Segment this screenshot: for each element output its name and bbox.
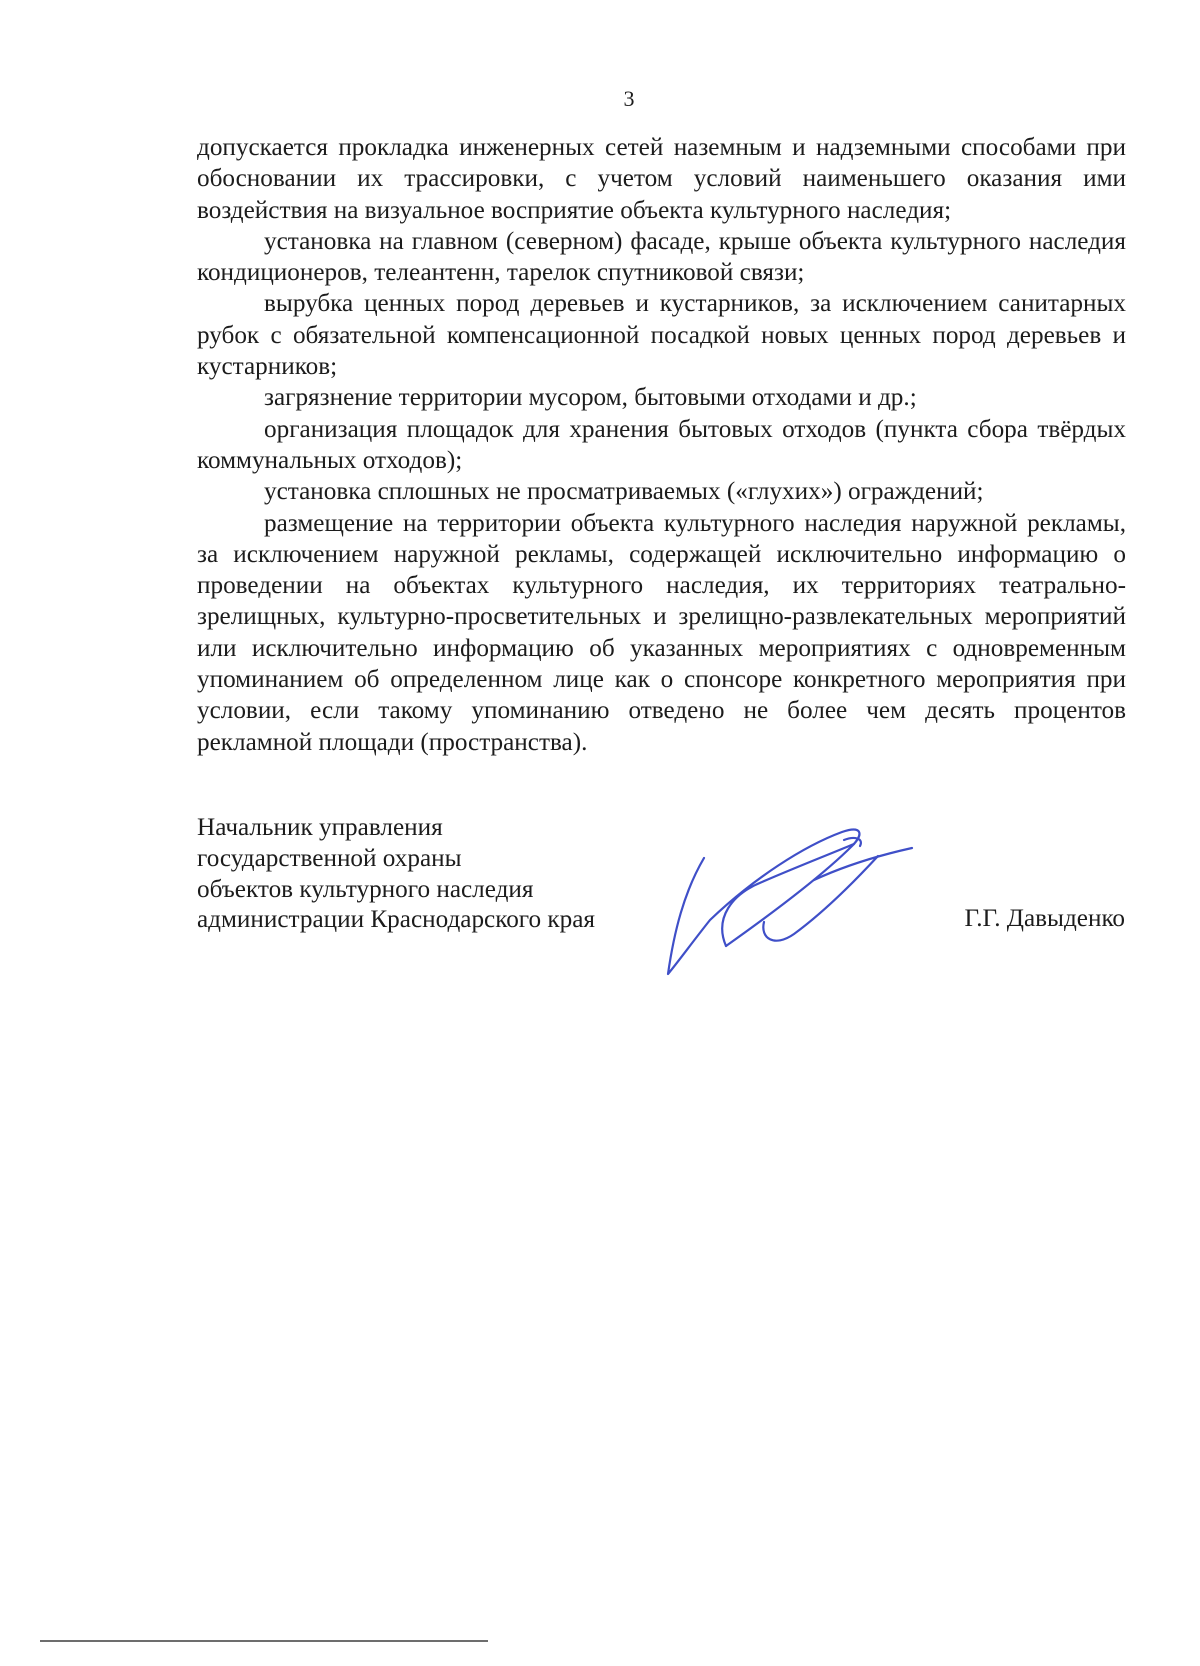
paragraph-outdoor-advertising: размещение на территории объекта культурного наследия наружной рекламы, за исключением наружной рекламы, содержащей исключительно информацию о проведении на объектах культурного наследия, их территориях театрально-зрелищных, культурно-просветительных и зрелищно-развлекательных мероприятий или исключительно информацию об указанных мероприятиях с одновременным упоминанием об определенном лице как о спонсоре конкретного мероприятия при условии, если такому упоминанию отведено не более чем десять процентов рекламной площади (пространства).: [197, 509, 1126, 756]
signatory-title-line: объектов культурного наследия: [197, 875, 534, 903]
signatory-name: Г.Г. Давыденко: [964, 905, 1125, 932]
handwritten-signature: [664, 822, 930, 977]
page-number: 3: [623, 86, 635, 111]
paragraph-solid-fences: установка сплошных не просматриваемых («глухих») ограждений;: [264, 478, 984, 506]
paragraph-pollution: загрязнение территории мусором, бытовыми отходами и др.;: [264, 384, 917, 412]
paragraph-facade-installations: установка на главном (северном) фасаде, крыше объекта культурного наследия кондиционеров, телеантенн, тарелок спутниковой связи;: [197, 227, 1126, 287]
document-body: [197, 132, 1126, 758]
paragraph-waste-sites: организация площадок для хранения бытовых отходов (пункта сбора твёрдых коммунальных отходов);: [197, 415, 1126, 474]
signatory-title-line: Начальник управления: [197, 814, 443, 841]
footer-divider: [40, 1640, 488, 1642]
signatory-title-line: администрации Краснодарского края: [197, 906, 595, 934]
signatory-title-line: государственной охраны: [197, 844, 462, 872]
paragraph-tree-felling: вырубка ценных пород деревьев и кустарников, за исключением санитарных рубок с обязательной компенсационной посадкой новых ценных пород деревьев и кустарников;: [197, 290, 1126, 381]
paragraph-engineering-networks: допускается прокладка инженерных сетей наземным и надземными способами при обосновании их трассировки, с учетом условий наименьшего оказания ими воздействия на визуальное восприятие объекта культурного наследия;: [197, 134, 1126, 224]
signatory-title: [197, 813, 595, 936]
